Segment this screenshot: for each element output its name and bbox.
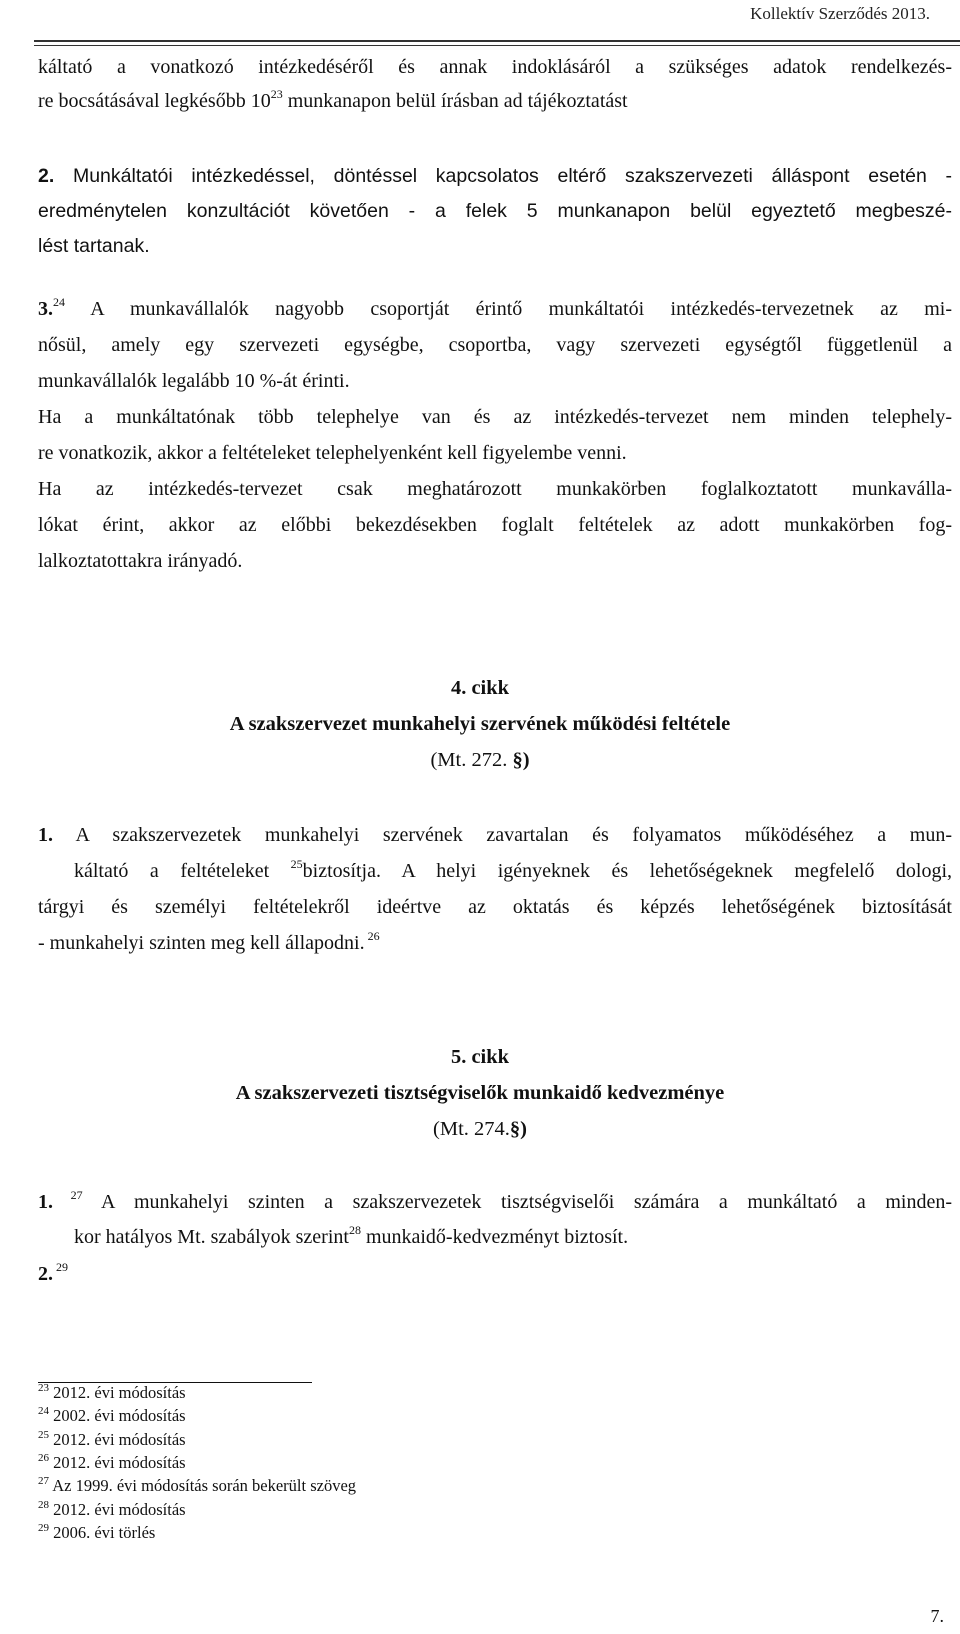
item-2-line: lést tartanak. [38, 235, 150, 257]
footnote-item [38, 1523, 155, 1543]
footnote-item [38, 1406, 186, 1426]
footnote-ref[interactable]: 23 [270, 87, 283, 101]
item-2-line: eredménytelen konzultációt követően - a felek 5 munkanapon belül egyeztető megbeszé- [38, 200, 952, 222]
article-heading: 5. cikk [450, 1046, 510, 1068]
footnote-ref[interactable]: 26 [364, 929, 380, 943]
footnote-number: 27 [38, 1475, 49, 1488]
footnote-text: 2012. évi módosítás [49, 1429, 186, 1449]
article-5-line: kor hatályos Mt. szabályok szerint$^{28}$ munkaidő-kedvezményt biztosít. [74, 1223, 629, 1248]
article-reference: (Mt. 274.§) [433, 1118, 527, 1140]
header-divider [34, 40, 960, 46]
footnote-number: 24 [38, 1405, 49, 1418]
footnote-ref[interactable]: 25 [290, 857, 303, 871]
footnote-item [38, 1500, 186, 1520]
footnote-ref[interactable]: 27 [53, 1188, 83, 1202]
footnote-number: 25 [38, 1428, 49, 1441]
item-number: 1. [38, 1191, 53, 1213]
footnote-text: 2006. évi törlés [49, 1522, 156, 1542]
footnote-item [38, 1476, 356, 1496]
footnote-number: 29 [38, 1521, 49, 1534]
item-3-line: Ha az intézkedés-tervezet csak meghatározott munkakörben foglalkoztatott munkaválla- [38, 478, 952, 500]
footnote-item [38, 1430, 186, 1450]
item-number: 3. [38, 298, 53, 320]
paragraph-line: káltató a vonatkozó intézkedéséről és annak indoklásáról a szükséges adatok rendelkezés- [38, 56, 952, 78]
page-header: Kollektív Szerződés 2013. [750, 4, 930, 23]
article-title: A szakszervezet munkahelyi szervének működési feltétele [229, 713, 731, 735]
article-4-line: tárgyi és személyi feltételekről ideértve az oktatás és képzés lehetőségének biztosítását [38, 896, 952, 918]
footnote-ref[interactable]: 24 [53, 295, 65, 309]
footnote-item [38, 1453, 186, 1473]
item-number: 2. [38, 1263, 53, 1285]
item-3-line: lalkoztatottakra irányadó. [38, 550, 243, 572]
item-3-line: lókat érint, akkor az előbbi bekezdésekben foglalt feltételek az adott munkakörben fog- [38, 514, 952, 536]
article-heading: 4. cikk [450, 677, 510, 699]
paragraph-line: re bocsátásával legkésőbb $10^{23}$ munkanapon belül írásban ad tájékoztatást [38, 87, 628, 112]
footnote-text: Az 1999. évi módosítás során bekerült szöveg [49, 1476, 357, 1496]
footnote-text: 2002. évi módosítás [49, 1406, 186, 1426]
item-3-line: munkavállalók legalább 10 %-át érinti. [38, 370, 350, 392]
footnote-ref[interactable]: 29 [53, 1260, 68, 1274]
footnote-number: 26 [38, 1451, 49, 1464]
footnote-number: 23 [38, 1382, 49, 1394]
item-3-line: Ha a munkáltatónak több telephelye van és az intézkedés-tervezet nem minden telephely- [38, 406, 952, 428]
item-number: 1. [38, 824, 53, 846]
article-5-line: 1. $^{27}$ A munkahelyi szinten a szakszervezetek tisztségviselői számára a munkáltató a minden- [38, 1188, 953, 1213]
footnote-text: 2012. évi módosítás [49, 1383, 186, 1402]
footnote-text: 2012. évi módosítás [49, 1499, 186, 1519]
article-4-line: 1. A szakszervezetek munkahelyi szervének zavartalan és folyamatos működéséhez a mun- [38, 824, 952, 846]
item-2-line: 2. Munkáltatói intézkedéssel, döntéssel kapcsolatos eltérő szakszervezeti álláspont esetén - [38, 165, 952, 187]
item-3-line: re vonatkozik, akkor a feltételeket telephelyenként kell figyelembe venni. [38, 442, 627, 464]
article-reference: (Mt. 272. §) [430, 749, 530, 771]
item-3-line: 3.24 A munkavállalók nagyobb csoportját érintő munkáltatói intézkedés-tervezetnek az mi- [38, 295, 952, 320]
article-4-line: - munkahelyi szinten meg kell állapodni. $^{26}$ [38, 929, 380, 954]
page-number: 7. [930, 1606, 944, 1626]
item-3-line: nősül, amely egy szervezeti egységbe, csoportba, vagy szervezeti egységtől függetlenül a [38, 334, 952, 356]
footnote-number: 28 [38, 1498, 49, 1511]
footnote-item [38, 1383, 186, 1403]
item-number: 2. [38, 165, 55, 187]
article-title: A szakszervezeti tisztségviselők munkaidő kedvezménye [235, 1082, 725, 1104]
article-4-line: káltató a feltételeket $^{25}$biztosítja. A helyi igényeknek és lehetőségeknek megfelelő dologi, [74, 857, 952, 882]
article-5-line [38, 1262, 952, 1286]
footnote-text: 2012. évi módosítás [49, 1452, 186, 1472]
footnote-ref[interactable]: 28 [348, 1223, 361, 1237]
